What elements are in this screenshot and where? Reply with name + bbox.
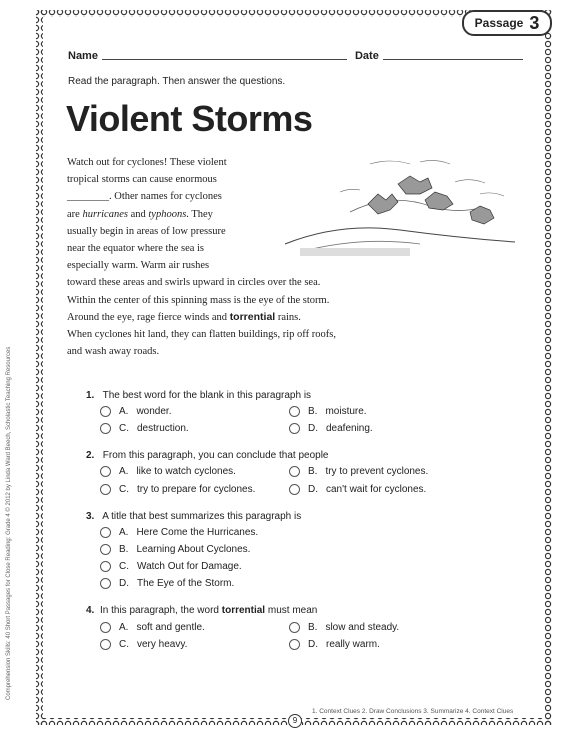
q4-option-c[interactable]: C. very heavy. <box>100 639 187 650</box>
radio-circle[interactable] <box>289 639 300 650</box>
radio-circle[interactable] <box>100 423 111 434</box>
radio-circle[interactable] <box>100 466 111 477</box>
paragraph-line: toward these areas and swirls upward in circles over the sea. <box>67 277 321 289</box>
paragraph-line: usually begin in areas of low pressure <box>67 225 226 237</box>
radio-circle[interactable] <box>289 406 300 417</box>
q2-option-a[interactable]: A. like to watch cyclones. <box>100 466 236 477</box>
page-title: Violent Storms <box>66 98 313 139</box>
question-3 <box>86 511 301 522</box>
q4-option-a[interactable]: A. soft and gentle. <box>100 622 205 633</box>
storm-illustration <box>280 152 520 264</box>
q3-option-c[interactable]: C. Watch Out for Damage. <box>100 561 242 572</box>
q3-option-d[interactable]: D. The Eye of the Storm. <box>100 578 234 589</box>
skills-footer: 1. Context Clues 2. Draw Conclusions 3. Summarize 4. Context Clues <box>312 708 514 715</box>
question-1 <box>86 390 311 401</box>
question-number: 3. <box>86 511 95 522</box>
radio-circle[interactable] <box>100 406 111 417</box>
paragraph-line: tropical storms can cause enormous <box>67 174 217 186</box>
q4-option-d[interactable]: D. really warm. <box>289 639 380 650</box>
date-label: Date <box>354 50 379 62</box>
page-number: 9 <box>288 714 302 728</box>
passage-label: Passage <box>474 16 524 30</box>
side-credit: Comprehension Skills: 40 Short Passages for Close Reading: Grade 4 © 2012 by Linda Ward Beech, Scholastic Teaching Resources <box>6 346 12 700</box>
question-stem: A title that best summarizes this paragraph is <box>102 511 302 522</box>
name-date-row <box>68 50 523 62</box>
radio-circle[interactable] <box>100 561 111 572</box>
radio-circle[interactable] <box>100 622 111 633</box>
question-number: 1. <box>86 390 95 401</box>
radio-circle[interactable] <box>100 484 111 495</box>
question-2 <box>86 450 328 461</box>
question-stem: In this paragraph, the word torrential must mean <box>100 605 318 616</box>
question-stem: From this paragraph, you can conclude that people <box>102 450 329 461</box>
q4-option-b[interactable]: B. slow and steady. <box>289 622 399 633</box>
paragraph-line: and wash away roads. <box>67 346 160 358</box>
question-4 <box>86 605 317 616</box>
paragraph-line: Around the eye, rage fierce winds and torrential rains. <box>67 310 301 323</box>
radio-circle[interactable] <box>100 578 111 589</box>
paragraph-line: are hurricanes and typhoons. They <box>67 208 213 220</box>
q1-option-c[interactable]: C. destruction. <box>100 423 189 434</box>
name-label: Name <box>68 50 98 62</box>
paragraph-line: Within the center of this spinning mass is the eye of the storm. <box>67 294 330 306</box>
paragraph-line: Watch out for cyclones! These violent <box>67 157 227 168</box>
radio-circle[interactable] <box>100 639 111 650</box>
question-number: 4. <box>86 605 95 616</box>
q3-option-b[interactable]: B. Learning About Cyclones. <box>100 544 250 555</box>
paragraph-line: near the equator where the sea is <box>67 242 205 254</box>
q2-option-d[interactable]: D. can't wait for cyclones. <box>289 484 426 495</box>
date-field[interactable] <box>383 58 523 60</box>
paragraph-line: especially warm. Warm air rushes <box>67 260 210 272</box>
q1-option-d[interactable]: D. deafening. <box>289 423 373 434</box>
q3-option-a[interactable]: A. Here Come the Hurricanes. <box>100 527 258 538</box>
question-stem: The best word for the blank in this paragraph is <box>102 390 312 401</box>
q1-option-a[interactable]: A. wonder. <box>100 406 171 417</box>
stem-emphasis: torrential <box>221 605 266 616</box>
radio-circle[interactable] <box>289 622 300 633</box>
q1-option-b[interactable]: B. moisture. <box>289 406 367 417</box>
radio-circle[interactable] <box>289 423 300 434</box>
paragraph-line: ________. Other names for cyclones <box>67 191 222 203</box>
radio-circle[interactable] <box>289 466 300 477</box>
passage-badge <box>462 10 552 36</box>
radio-circle[interactable] <box>100 527 111 538</box>
passage-number: 3 <box>529 12 540 33</box>
q2-option-c[interactable]: C. try to prepare for cyclones. <box>100 484 255 495</box>
name-field[interactable] <box>102 58 347 60</box>
q2-option-b[interactable]: B. try to prevent cyclones. <box>289 466 428 477</box>
radio-circle[interactable] <box>289 484 300 495</box>
radio-circle[interactable] <box>100 544 111 555</box>
question-number: 2. <box>86 450 95 461</box>
paragraph-line: When cyclones hit land, they can flatten buildings, rip off roofs, <box>67 328 336 340</box>
instructions: Read the paragraph. Then answer the questions. <box>68 76 286 87</box>
